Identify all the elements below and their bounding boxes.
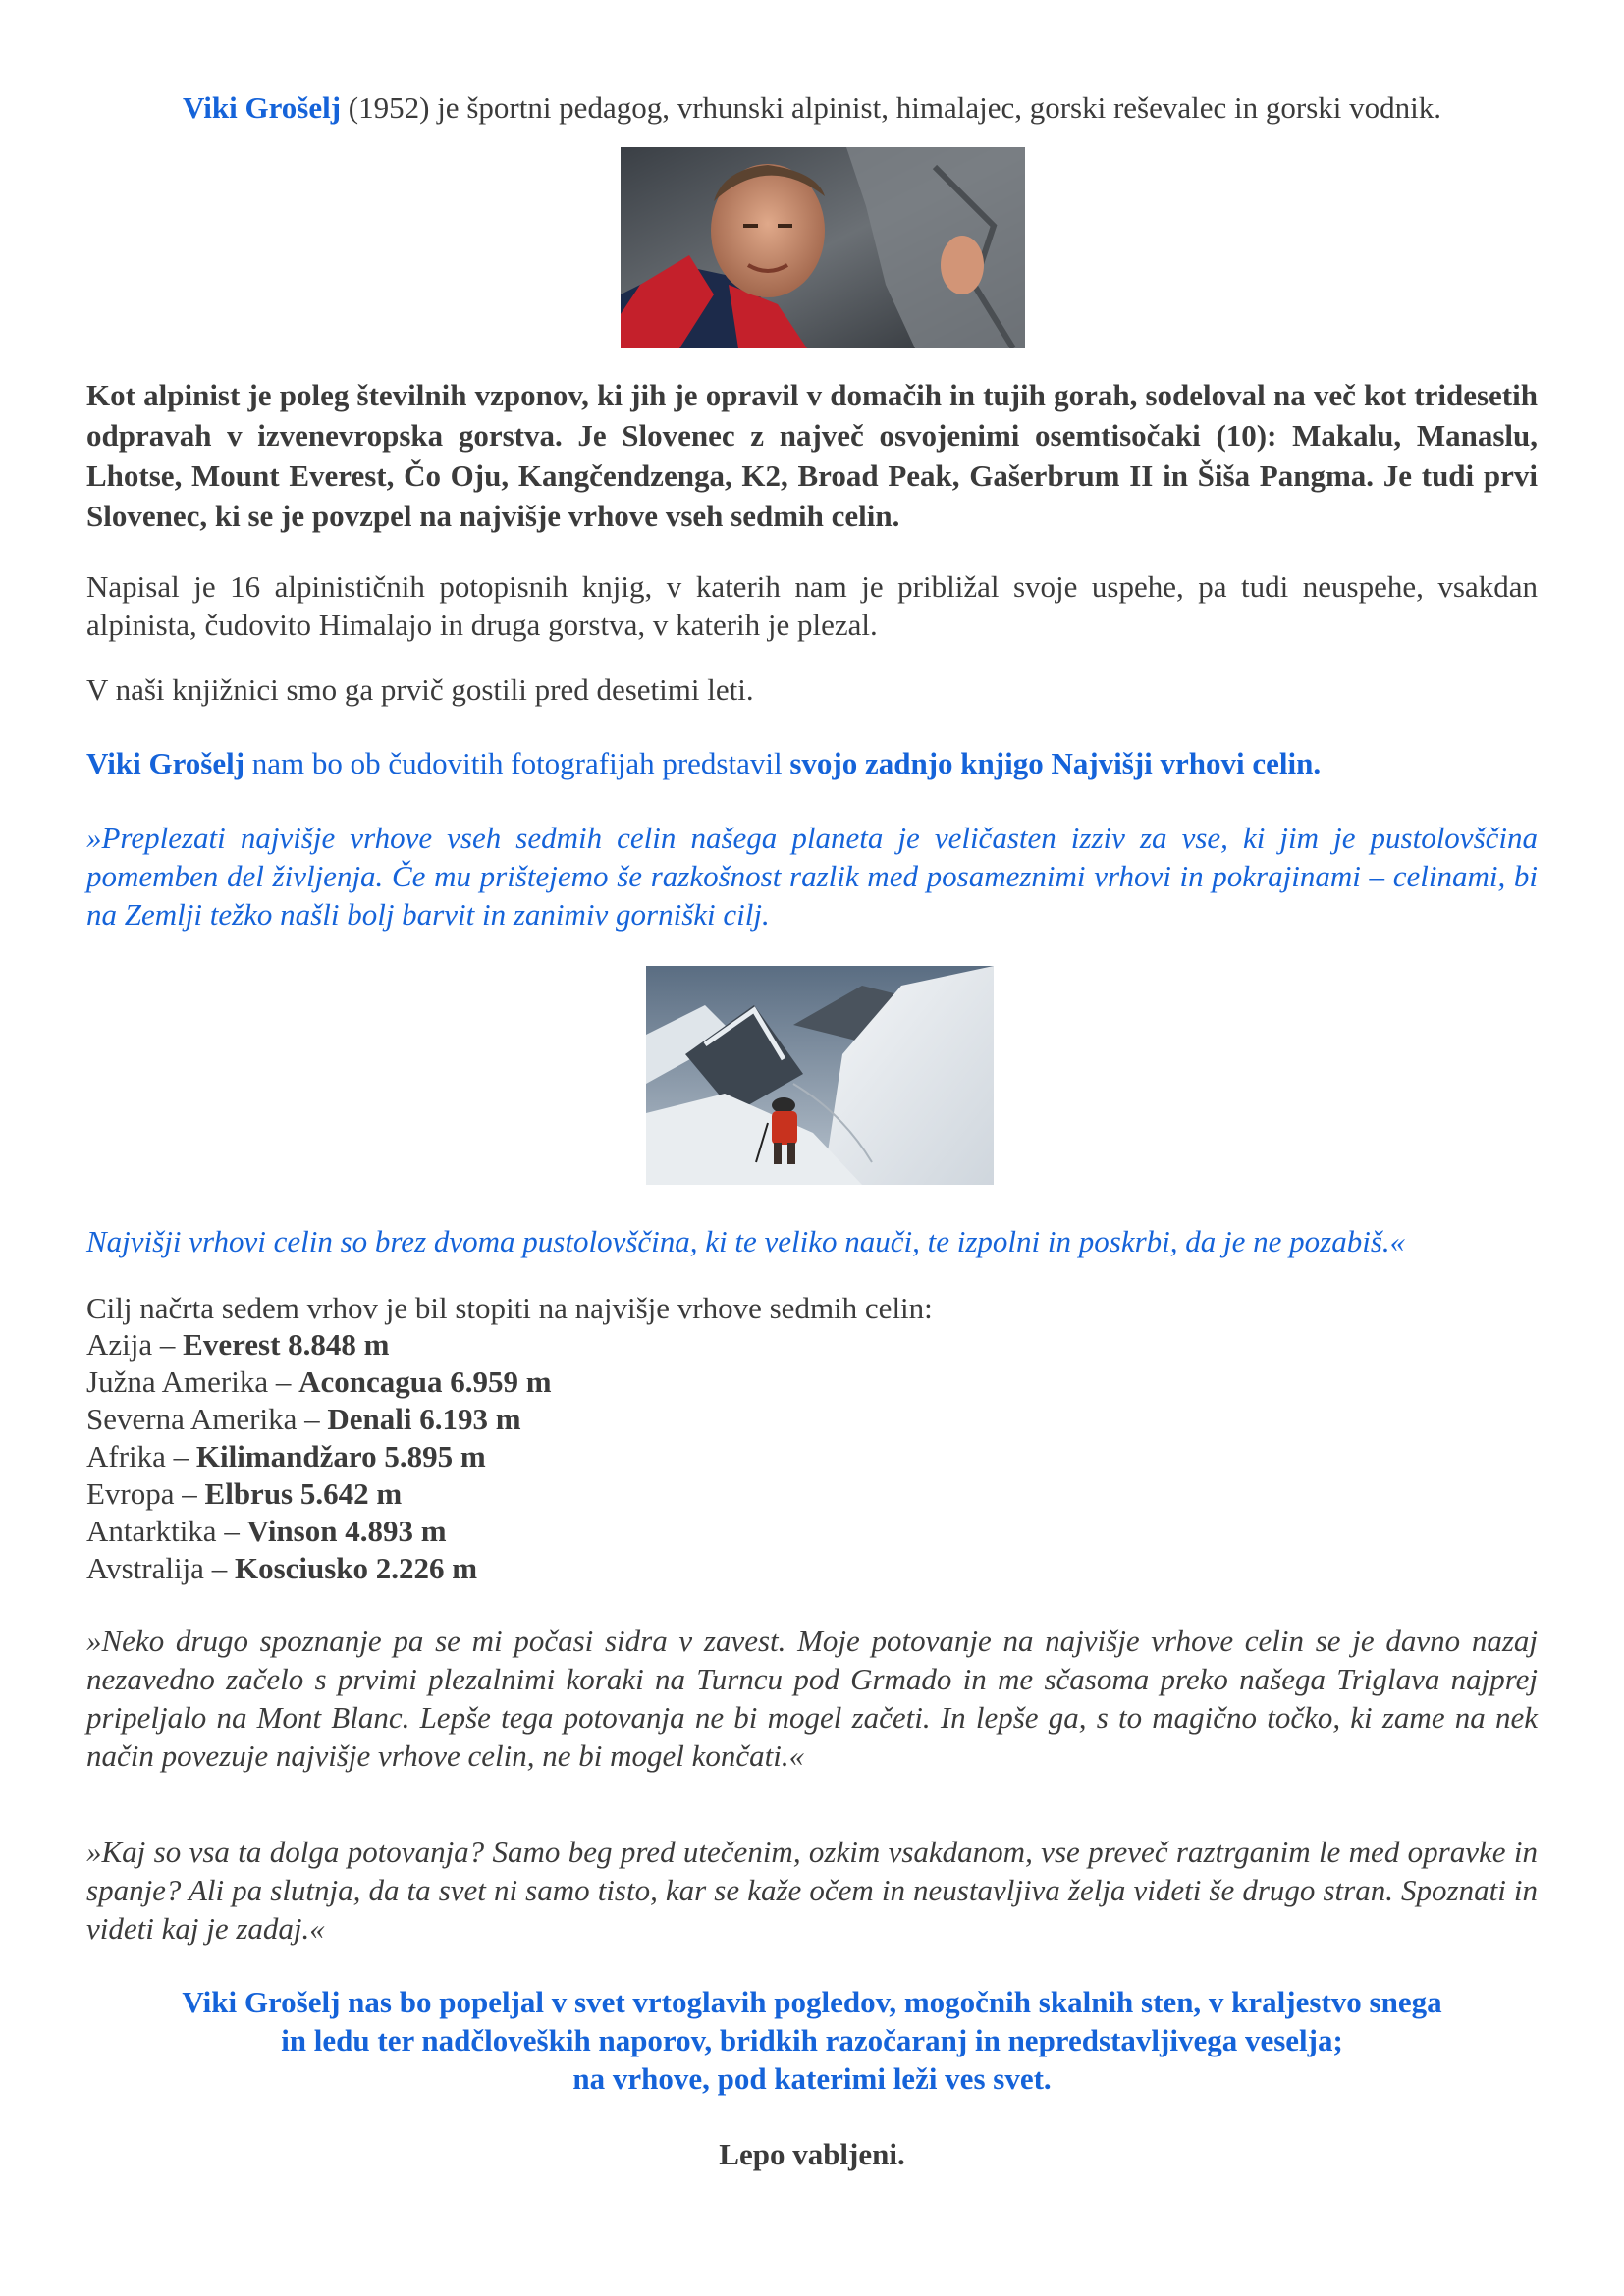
presentation-line	[86, 744, 1538, 782]
presentation-text: nam bo ob čudovitih fotografijah predstavil	[244, 746, 790, 780]
summit-continent: Avstralija –	[86, 1551, 235, 1585]
summit-item	[86, 1363, 552, 1401]
summit-peak: Aconcagua 6.959 m	[298, 1364, 552, 1399]
summit-peak: Denali 6.193 m	[327, 1402, 521, 1436]
summit-peak: Elbrus 5.642 m	[204, 1476, 403, 1511]
summit-item	[86, 1513, 447, 1550]
bio-paragraph: Kot alpinist je poleg številnih vzponov, ki jih je opravil v domačih in tujih gorah, sodeloval na več kot tridesetih odpravah v izvenevropska gorstva. Je Slovenec z največ osvojenimi osemtisočaki (10): Makalu, Manaslu, Lhotse, Mount Everest, Čo Oju, Kangčendzenga, K2, Broad Peak, Gašerbrum II in Šiša Pangma. Je tudi prvi Slovenec, ki se je povzpel na najvišje vrhove vseh sedmih celin.	[86, 378, 1538, 533]
intro-line	[86, 88, 1538, 127]
summit-peak: Kosciusko 2.226 m	[234, 1551, 478, 1585]
summit-peak: Everest 8.848 m	[183, 1327, 390, 1362]
summit-peak: Vinson 4.893 m	[246, 1514, 447, 1548]
mountain-photo	[646, 966, 994, 1185]
closing-line-2: in ledu ter nadčloveških naporov, bridkih razočaranj in nepredstavljivega veselja;	[281, 2023, 1343, 2057]
closing-line-3: na vrhove, pod katerimi leži ves svet.	[572, 2061, 1052, 2096]
intro-text: (1952) je športni pedagog, vrhunski alpinist, himalajec, gorski reševalec in gorski vodnik.	[341, 90, 1441, 125]
books-paragraph: Napisal je 16 alpinističnih potopisnih knjig, v katerih nam je približal svoje uspehe, pa tudi neuspehe, vsakdan alpinista, čudovito Himalajo in druga gorstva, v katerih je plezal.	[86, 569, 1538, 642]
closing-line-1: Viki Grošelj nas bo popeljal v svet vrtoglavih pogledov, mogočnih skalnih sten, v kraljestvo snega	[182, 1985, 1442, 2019]
summits-intro: Cilj načrta sedem vrhov je bil stopiti na najvišje vrhove sedmih celin:	[86, 1291, 933, 1325]
book-quote-2: Najvišji vrhovi celin so brez dvoma pustolovščina, ki te veliko nauči, te izpolni in poskrbi, da je ne pozabiš.«	[86, 1224, 1406, 1258]
book-quote-1: »Preplezati najvišje vrhove vseh sedmih celin našega planeta je veličasten izziv za vse, ki jim je pustolovščina pomemben del življenja. Če mu prištejemo še razkošnost razlik med posameznimi vrhovi in pokrajinami – celinami, bi na Zemlji težko našli bolj barvit in zanimiv gorniški cilj.	[86, 821, 1538, 932]
summit-continent: Južna Amerika –	[86, 1364, 299, 1399]
library-line: V naši knjižnici smo ga prvič gostili pred desetimi leti.	[86, 672, 754, 707]
book-quote-4: »Kaj so vsa ta dolga potovanja? Samo beg pred utečenim, ozkim vsakdanom, vse preveč raztrganim le med opravke in spanje? Ali pa slutnja, da ta svet ni samo tisto, kar se kaže očem in neustavljiva želja videti še drugo stran. Spoznati in videti kaj je zadaj.«	[86, 1835, 1538, 1946]
summit-item	[86, 1475, 402, 1513]
summit-continent: Azija –	[86, 1327, 184, 1362]
summit-continent: Evropa –	[86, 1476, 205, 1511]
summit-continent: Afrika –	[86, 1439, 196, 1473]
book-quote-3: »Neko drugo spoznanje pa se mi počasi sidra v zavest. Moje potovanje na najvišje vrhove celin se je davno nazaj nezavedno začelo s prvimi plezalnimi koraki na Turncu pod Grmado in me sčasoma preko našega Triglava najprej pripeljalo na Mont Blanc. Lepše tega potovanja ne bi mogel začeti. In lepše ga, s to magično točko, ki zame na nek način povezuje najvišje vrhove celin, ne bi mogel končati.«	[86, 1624, 1538, 1773]
summit-continent: Antarktika –	[86, 1514, 247, 1548]
book-title: svojo zadnjo knjigo Najvišji vrhovi celin.	[789, 746, 1322, 780]
author-name: Viki Grošelj	[183, 90, 342, 125]
summit-continent: Severna Amerika –	[86, 1402, 328, 1436]
summit-item	[86, 1438, 486, 1475]
portrait-photo	[621, 147, 1025, 348]
summit-peak: Kilimandžaro 5.895 m	[195, 1439, 486, 1473]
summit-item	[86, 1550, 477, 1587]
welcome-line: Lepo vabljeni.	[719, 2137, 905, 2171]
summit-item	[86, 1326, 390, 1363]
summit-item	[86, 1401, 521, 1438]
presenter-name: Viki Grošelj	[86, 746, 245, 780]
